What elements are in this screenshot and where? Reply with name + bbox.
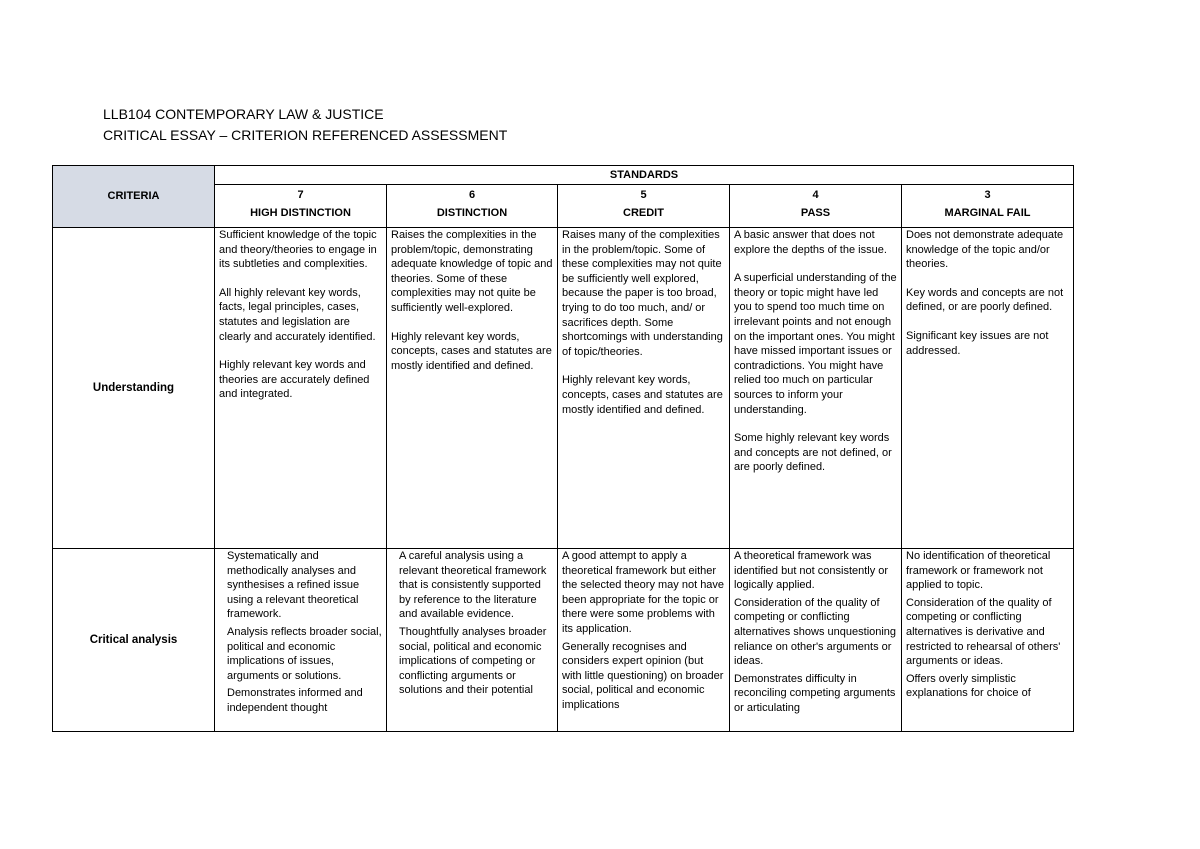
- criteria-header: CRITERIA: [53, 166, 215, 228]
- grade-label: HIGH DISTINCTION: [250, 207, 351, 219]
- standard-cell: [558, 549, 730, 732]
- standard-cell: [215, 549, 387, 732]
- cell-paragraph: Thoughtfully analyses broader social, political and economic implications of competing or conflicting arguments or solutions and their potential: [399, 625, 547, 697]
- cell-paragraph: Demonstrates informed and independent thought: [227, 687, 363, 714]
- title-line-1: LLB104 CONTEMPORARY LAW & JUSTICE: [103, 106, 384, 122]
- standard-cell: [387, 228, 558, 549]
- grade-number: 4: [812, 189, 819, 201]
- document-title: [103, 104, 507, 146]
- cell-paragraph: Consideration of the quality of competing or conflicting alternatives is derivative and restricted to rehearsal of others' arguments or ideas.: [906, 596, 1061, 668]
- grade-number: 3: [984, 189, 991, 201]
- cell-paragraph: Sufficient knowledge of the topic and theory/theories to engage in its subtleties and complexities.: [219, 229, 377, 271]
- grade-header: [902, 185, 1074, 228]
- grade-label: MARGINAL FAIL: [944, 207, 1031, 219]
- cell-paragraph: Raises the complexities in the problem/topic, demonstrating adequate knowledge of topic and theories. Some of these complexities may not quite be sufficiently well-explored.: [391, 229, 553, 314]
- cell-paragraph: No identification of theoretical framework or framework not applied to topic.: [906, 550, 1051, 592]
- cell-paragraph: Highly relevant key words, concepts, cases and statutes are mostly identified and defined.: [562, 374, 723, 416]
- standard-cell: [558, 228, 730, 549]
- cell-paragraph: Generally recognises and considers expert opinion (but with little questioning) on broader social, political and economic implications: [562, 640, 724, 711]
- cell-paragraph: A good attempt to apply a theoretical framework but either the selected theory may not have been appropriate for the topic or there were some problems with its application.: [562, 550, 725, 635]
- standard-cell: [730, 228, 902, 549]
- grade-label: CREDIT: [623, 207, 664, 219]
- cell-paragraph: A theoretical framework was identified but not consistently or logically applied.: [734, 550, 889, 592]
- cell-paragraph: Offers overly simplistic explanations for choice of: [906, 672, 1031, 700]
- grade-header: [387, 185, 558, 228]
- cell-paragraph: Systematically and methodically analyses and synthesises a refined issue using a relevant theoretical framework.: [227, 550, 360, 621]
- grade-number: 7: [297, 189, 304, 201]
- standards-header: STANDARDS: [215, 166, 1074, 185]
- cell-paragraph: Highly relevant key words, concepts, cases and statutes are mostly identified and defined.: [391, 330, 552, 372]
- grade-number: 5: [640, 189, 647, 201]
- standard-cell: [387, 549, 558, 732]
- cell-paragraph: Highly relevant key words and theories are accurately defined and integrated.: [219, 359, 370, 401]
- cell-paragraph: Demonstrates difficulty in reconciling competing arguments or articulating: [734, 672, 896, 714]
- cell-paragraph: A superficial understanding of the theory or topic might have led you to spend too much time on irrelevant points and not enough on the important ones. You might have missed important issues or contradictions. You might have relied too much on particular sources to inform your understanding.: [734, 272, 897, 416]
- grade-header: [215, 185, 387, 228]
- cell-paragraph: A careful analysis using a relevant theoretical framework that is consistently supported by reference to the literature and available evidence.: [399, 550, 547, 621]
- cell-paragraph: Some highly relevant key words and concepts are not defined, or are poorly defined.: [734, 432, 892, 474]
- cell-paragraph: All highly relevant key words, facts, legal principles, cases, statutes and legislation are clearly and accurately identified.: [219, 286, 376, 343]
- cell-paragraph: Analysis reflects broader social, political and economic implications of issues, arguments or solutions.: [227, 625, 382, 682]
- header-row-standards: [53, 166, 1074, 185]
- grade-header: [558, 185, 730, 228]
- cell-paragraph: Consideration of the quality of competing or conflicting alternatives shows unquestioning reliance on other's arguments or ideas.: [734, 596, 897, 668]
- cell-paragraph: Significant key issues are not addressed.: [906, 329, 1049, 357]
- cell-paragraph: Key words and concepts are not defined, or are poorly defined.: [906, 286, 1064, 314]
- grade-label: DISTINCTION: [436, 207, 508, 219]
- standard-cell: [902, 228, 1074, 549]
- standard-cell: [902, 549, 1074, 732]
- criterion-row-understanding: [53, 228, 1074, 549]
- criterion-label: Understanding: [53, 228, 215, 549]
- cell-paragraph: Does not demonstrate adequate knowledge of the topic and/or theories.: [906, 229, 1064, 271]
- grade-number: 6: [468, 189, 476, 201]
- criterion-label: Critical analysis: [53, 549, 215, 732]
- criterion-row-critical-analysis: [53, 549, 1074, 732]
- rubric-table: [52, 165, 1074, 732]
- standard-cell: [730, 549, 902, 732]
- grade-header: [730, 185, 902, 228]
- cell-paragraph: A basic answer that does not explore the depths of the issue.: [734, 229, 887, 256]
- grade-label: PASS: [800, 207, 831, 219]
- cell-paragraph: Raises many of the complexities in the problem/topic. Some of these complexities may not quite be sufficiently well explored, because the paper is too broad, trying to do too much, and/ or sacrifices depth. Some shortcomings with understanding of topic/theories.: [562, 229, 723, 358]
- standard-cell: [215, 228, 387, 549]
- title-line-2: CRITICAL ESSAY – CRITERION REFERENCED ASSESSMENT: [103, 127, 508, 143]
